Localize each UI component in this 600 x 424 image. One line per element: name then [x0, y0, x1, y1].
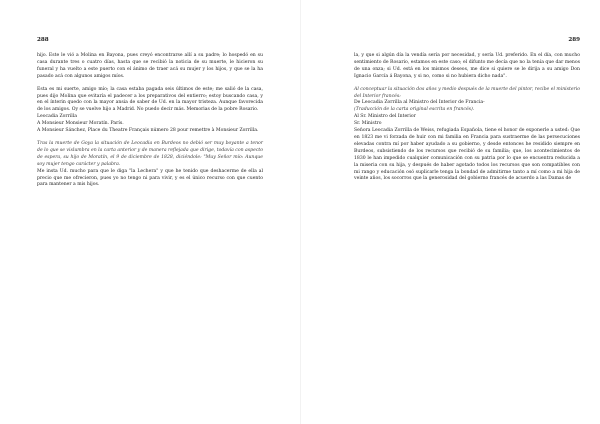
page-number-left: 288: [37, 37, 49, 43]
address-line: A Monsieur Monsieur Moratín. París.: [37, 121, 124, 127]
signature-line: Leocadia Zorrilla: [37, 114, 77, 120]
address-line: A Monsieur Sánchez, Place du Theatre Français número 28 pour remettre à Monsieur Zorrilla.: [37, 128, 259, 134]
salutation: Sr. Ministro: [354, 121, 382, 127]
spine-divider: [300, 0, 301, 424]
right-page: [354, 0, 580, 424]
translation-note: (Traducción de la carta original escrita en francés).: [354, 107, 475, 113]
paragraph: Señora Leocadia Zorrilla de Weiss, refugiada Española, tiene el honor de exponerle a usted: Que en 1823 me vi forzada de huir con mi familia en Francia para sustraerme de las persecuciones elevadas contra mí por haber ayudado a su gobierno, y desde entonces he residido siempre en Burdeos, subsistiendo de los recursos que recibió de su familia; que, los acontecimientos de 1830 le han impedido cualquier comunicación con su patria por lo que se encuentra reducida a la miseria con su hija, y después de haber agotado todos los recursos que son compatibles con mi rango y educación osó suplicarle tenga la bondad de admitirme tanto a mí como a mi hija de veinte años, los socorros que la generosidad del gobierno francés de acuerdo a las Damas de: [354, 128, 580, 182]
paragraph: la, y que si algún día la vendía sería por necesidad, y sería Ud. preferido. En el día, con mucho sentimiento de Rosario, estamos en este caso; el difunto me decía que no la tenía que dar menos de una onza; si Ud. está en los mismos deseos, me dice si quiere se le dirija a su amigo Don Ignacio García á Bayona, y si no, como si no hubiera dicho nada".: [354, 53, 580, 79]
left-page: [37, 0, 263, 424]
paragraph: Me insta Ud. mucho para que le diga "la Lechera" y que he tenido que deshacerme de ella al precio que me ofrecieron, pues yo no tengo ni para vivir, y es el único recurso con que cuento para mantener a mis hijos.: [37, 168, 263, 188]
salutation: Al Sr. Ministro del Interior: [354, 114, 416, 120]
commentary-paragraph: Al conceptuar la situación dos años y medio después de la muerte del pintor, recibe el ministerio del Interior francés:: [354, 86, 580, 99]
page-number-right: 289: [568, 37, 580, 43]
commentary-paragraph: Tras la muerte de Goya la situación de Leocadia en Burdeos no debió ser muy boyante a tenor de lo que se vislumbra en la carta anterior y de manera reflejada que dirige, todavía con aspecto de espera, su hijo de Moratín, el 9 de diciembre de 1828, diciéndole: "Muy Señor mío: Aunque soy mujer tengo carácter y palabra.: [37, 140, 264, 167]
letter-heading: De Leocadia Zorrilla al Ministro del Interior de Francia-: [354, 100, 485, 106]
right-page-body: [354, 53, 580, 183]
paragraph: hijo. Este le vió a Molina en Bayona, pues creyó encontrarse allí a su padre; lo hospedó en su casa durante tres o cuatro días, hasta que se recibió la noticia de su muerte, le hicieron su funeral y ha vuelto a este puerto con el ánimo de traer acá su mujer y los hijos, y que se la ha pasado acá con algunos amigos míos.: [37, 53, 263, 79]
left-page-body: [37, 53, 263, 189]
paragraph: Esta es mi suerte, amigo mío; la casa estaba pagada seis últimos de este; me salió de la casa, pues dijo Molina que evitaría el padecer a los preparativos del entierro; estoy buscando casa, y en el ínterin quedo con la mayor ansia de saber de Ud. en la mayor tristeza. Aunque favorecida de los amigos. Oy se vuelve hijo a Madrid. No puedo decir más. Memorias de la pobre Rosario.: [37, 86, 263, 113]
